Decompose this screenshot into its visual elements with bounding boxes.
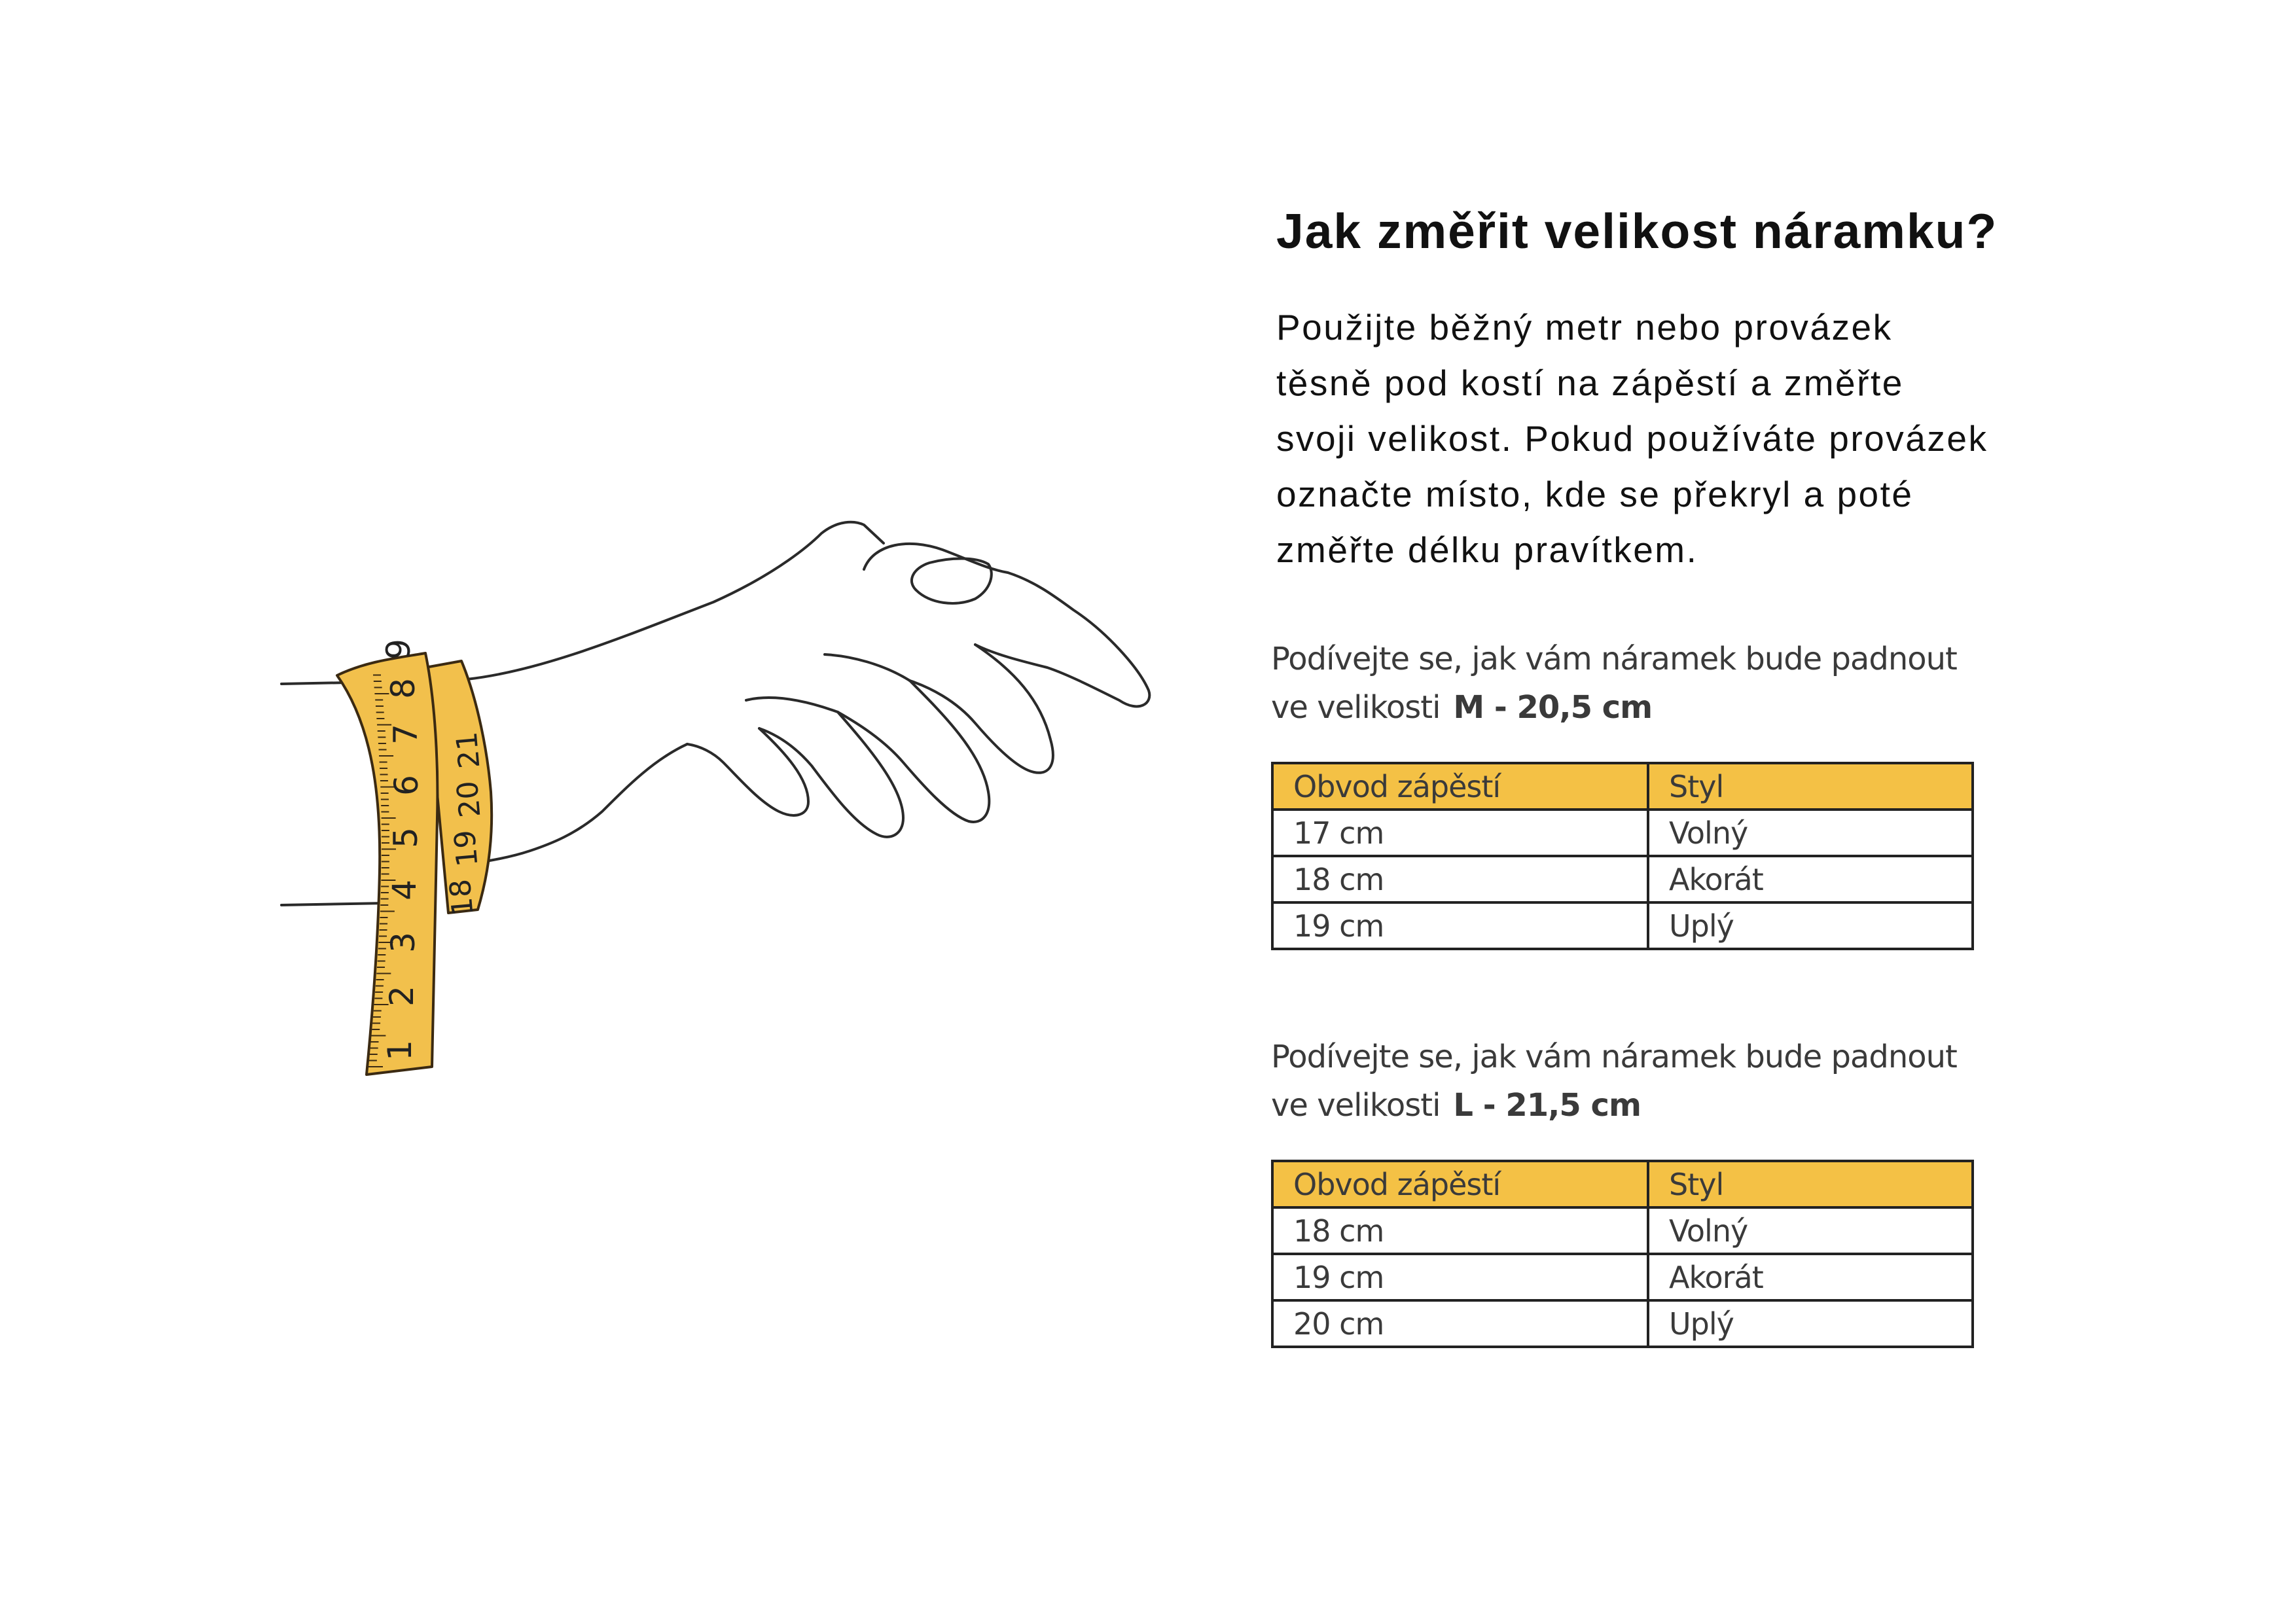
sizing-guide [1271, 203, 2094, 1342]
table-row [1272, 1254, 1973, 1300]
fit-intro-prefix: ve velikosti [1271, 689, 1441, 726]
fit-intro-line: Podívejte se, jak vám náramek bude padnout [1271, 1039, 1957, 1075]
page-title: Jak změřit velikost náramku? [1276, 204, 1998, 259]
fit-intro [1271, 1033, 1978, 1130]
fit-section-l [1271, 1033, 1978, 1348]
instruction-line: označte místo, kde se překryl a poté [1276, 474, 1914, 515]
tape-back-number: 19 [448, 829, 485, 868]
measurement-instructions [1276, 300, 2094, 578]
table-header-row [1272, 763, 1973, 810]
table-cell: 17 cm [1272, 810, 1648, 856]
instruction-line: Použijte běžný metr nebo provázek [1276, 307, 1893, 348]
table-cell: Volný [1648, 1207, 1973, 1254]
hand-measuring-tape-illustration [262, 504, 1178, 1145]
tape-back-number: 18 [443, 878, 480, 918]
fit-intro-line: Podívejte se, jak vám náramek bude padnout [1271, 641, 1957, 677]
table-cell: 18 cm [1272, 1207, 1648, 1254]
table-row [1272, 810, 1973, 856]
fit-intro-line [1271, 683, 1978, 732]
tape-number: 2 [383, 986, 421, 1007]
table-cell: Uplý [1648, 902, 1973, 949]
tape-number: 8 [384, 678, 422, 699]
table-cell: Akorát [1648, 1254, 1973, 1300]
column-header-wrist: Obvod zápěstí [1272, 763, 1648, 810]
table-cell: Akorát [1648, 856, 1973, 902]
table-row [1272, 902, 1973, 949]
table-header-row [1272, 1161, 1973, 1207]
table-cell: 20 cm [1272, 1300, 1648, 1347]
tape-back-number: 20 [450, 779, 488, 819]
size-label: L - 21,5 cm [1453, 1087, 1641, 1124]
size-table-m [1271, 762, 1974, 950]
fit-intro-line [1271, 1081, 1978, 1130]
table-cell: 19 cm [1272, 902, 1648, 949]
tape-number: 3 [384, 932, 422, 953]
tape-back-number: 21 [450, 730, 487, 770]
instruction-line: svoji velikost. Pokud používáte provázek [1276, 418, 1988, 459]
fit-intro [1271, 635, 1978, 732]
table-cell: Uplý [1648, 1300, 1973, 1347]
tape-number: 4 [386, 880, 423, 901]
table-cell: 18 cm [1272, 856, 1648, 902]
fit-section-m [1271, 635, 1978, 950]
table-cell: Volný [1648, 810, 1973, 856]
instruction-line: těsně pod kostí na zápěstí a změřte [1276, 363, 1904, 404]
table-row [1272, 856, 1973, 902]
instruction-line: změřte délku pravítkem. [1276, 529, 1698, 571]
tape-number: 1 [381, 1040, 419, 1061]
table-row [1272, 1207, 1973, 1254]
fit-intro-prefix: ve velikosti [1271, 1087, 1441, 1124]
size-table-l [1271, 1160, 1974, 1348]
tape-number: 9 [380, 639, 418, 660]
column-header-style: Styl [1648, 1161, 1973, 1207]
tape-number: 5 [387, 827, 425, 848]
tape-number: 6 [387, 775, 425, 796]
size-label: M - 20,5 cm [1453, 689, 1653, 726]
column-header-wrist: Obvod zápěstí [1272, 1161, 1648, 1207]
table-cell: 19 cm [1272, 1254, 1648, 1300]
column-header-style: Styl [1648, 763, 1973, 810]
table-row [1272, 1300, 1973, 1347]
tape-number: 7 [387, 724, 425, 745]
